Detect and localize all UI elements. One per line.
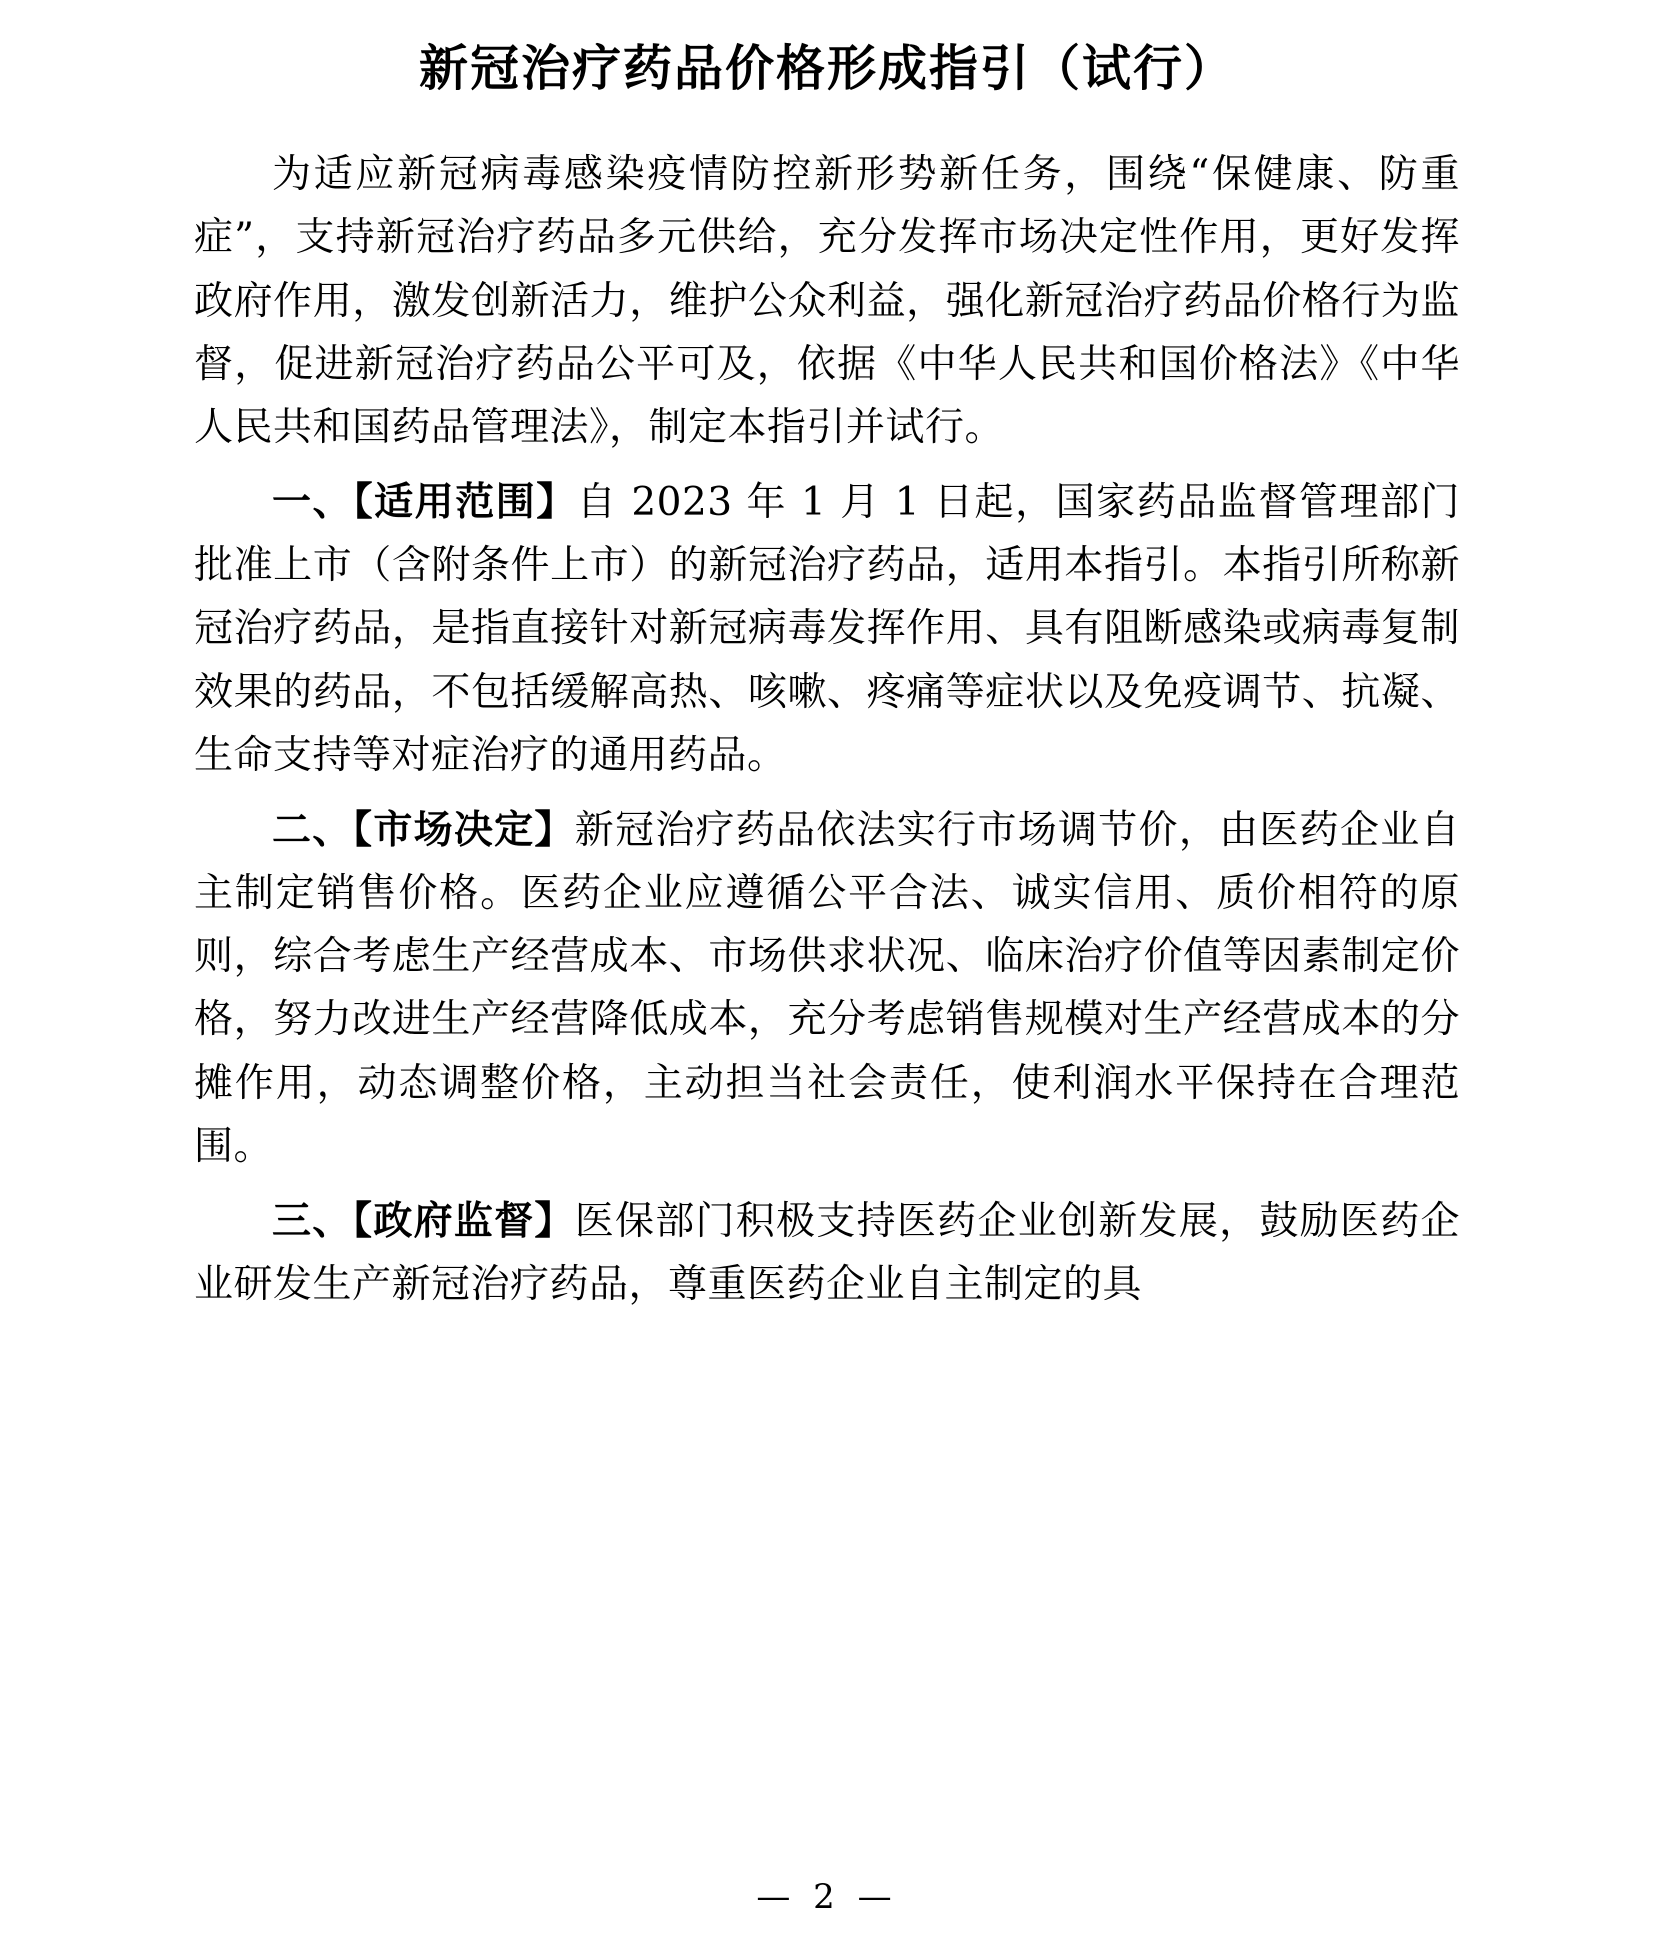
paragraph-article-1 [194, 471, 1460, 787]
paragraph-text: 医保部门积极支持医药企业创新发展，鼓励医药企业研发生产新冠治疗药品，尊重医药企业自主制定的具 [194, 1199, 1460, 1308]
paragraph-text: 自 2023 年 1 月 1 日起，国家药品监督管理部门批准上市（含附条件上市）的新冠治疗药品，适用本指引。本指引所称新冠治疗药品，是指直接针对新冠病毒发挥作用、具有阻断感染或病毒复制效果的药品，不包括缓解高热、咳嗽、疼痛等症状以及免疫调节、抗凝、生命支持等对症治疗的通用药品。 [194, 480, 1460, 778]
paragraph-article-3 [194, 1190, 1460, 1316]
document-body [194, 143, 1460, 1316]
paragraph-text: 为适应新冠病毒感染疫情防控新形势新任务，围绕“保健康、防重症”，支持新冠治疗药品多元供给，充分发挥市场决定性作用，更好发挥政府作用，激发创新活力，维护公众利益，强化新冠治疗药品价格行为监督，促进新冠治疗药品公平可及，依据《中华人民共和国价格法》《中华人民共和国药品管理法》，制定本指引并试行。 [194, 152, 1460, 450]
section-heading-3: 三、【政府监督】 [272, 1198, 575, 1244]
paragraph-article-2 [194, 799, 1460, 1178]
page-title: 新冠治疗药品价格形成指引（试行） [418, 39, 1235, 97]
section-heading-2: 二、【市场决定】 [272, 806, 575, 853]
paragraph-preamble [194, 143, 1460, 459]
section-heading-1: 一、【适用范围】 [272, 479, 577, 526]
page-number: — 2 — [756, 1877, 898, 1917]
paragraph-text: 新冠治疗药品依法实行市场调节价，由医药企业自主制定销售价格。医药企业应遵循公平合法、诚实信用、质价相符的原则，综合考虑生产经营成本、市场供求状况、临床治疗价值等因素制定价格，努力改进生产经营降低成本，充分考虑销售规模对生产经营成本的分摊作用，动态调整价格，主动担当社会责任，使利润水平保持在合理范围。 [194, 807, 1460, 1169]
